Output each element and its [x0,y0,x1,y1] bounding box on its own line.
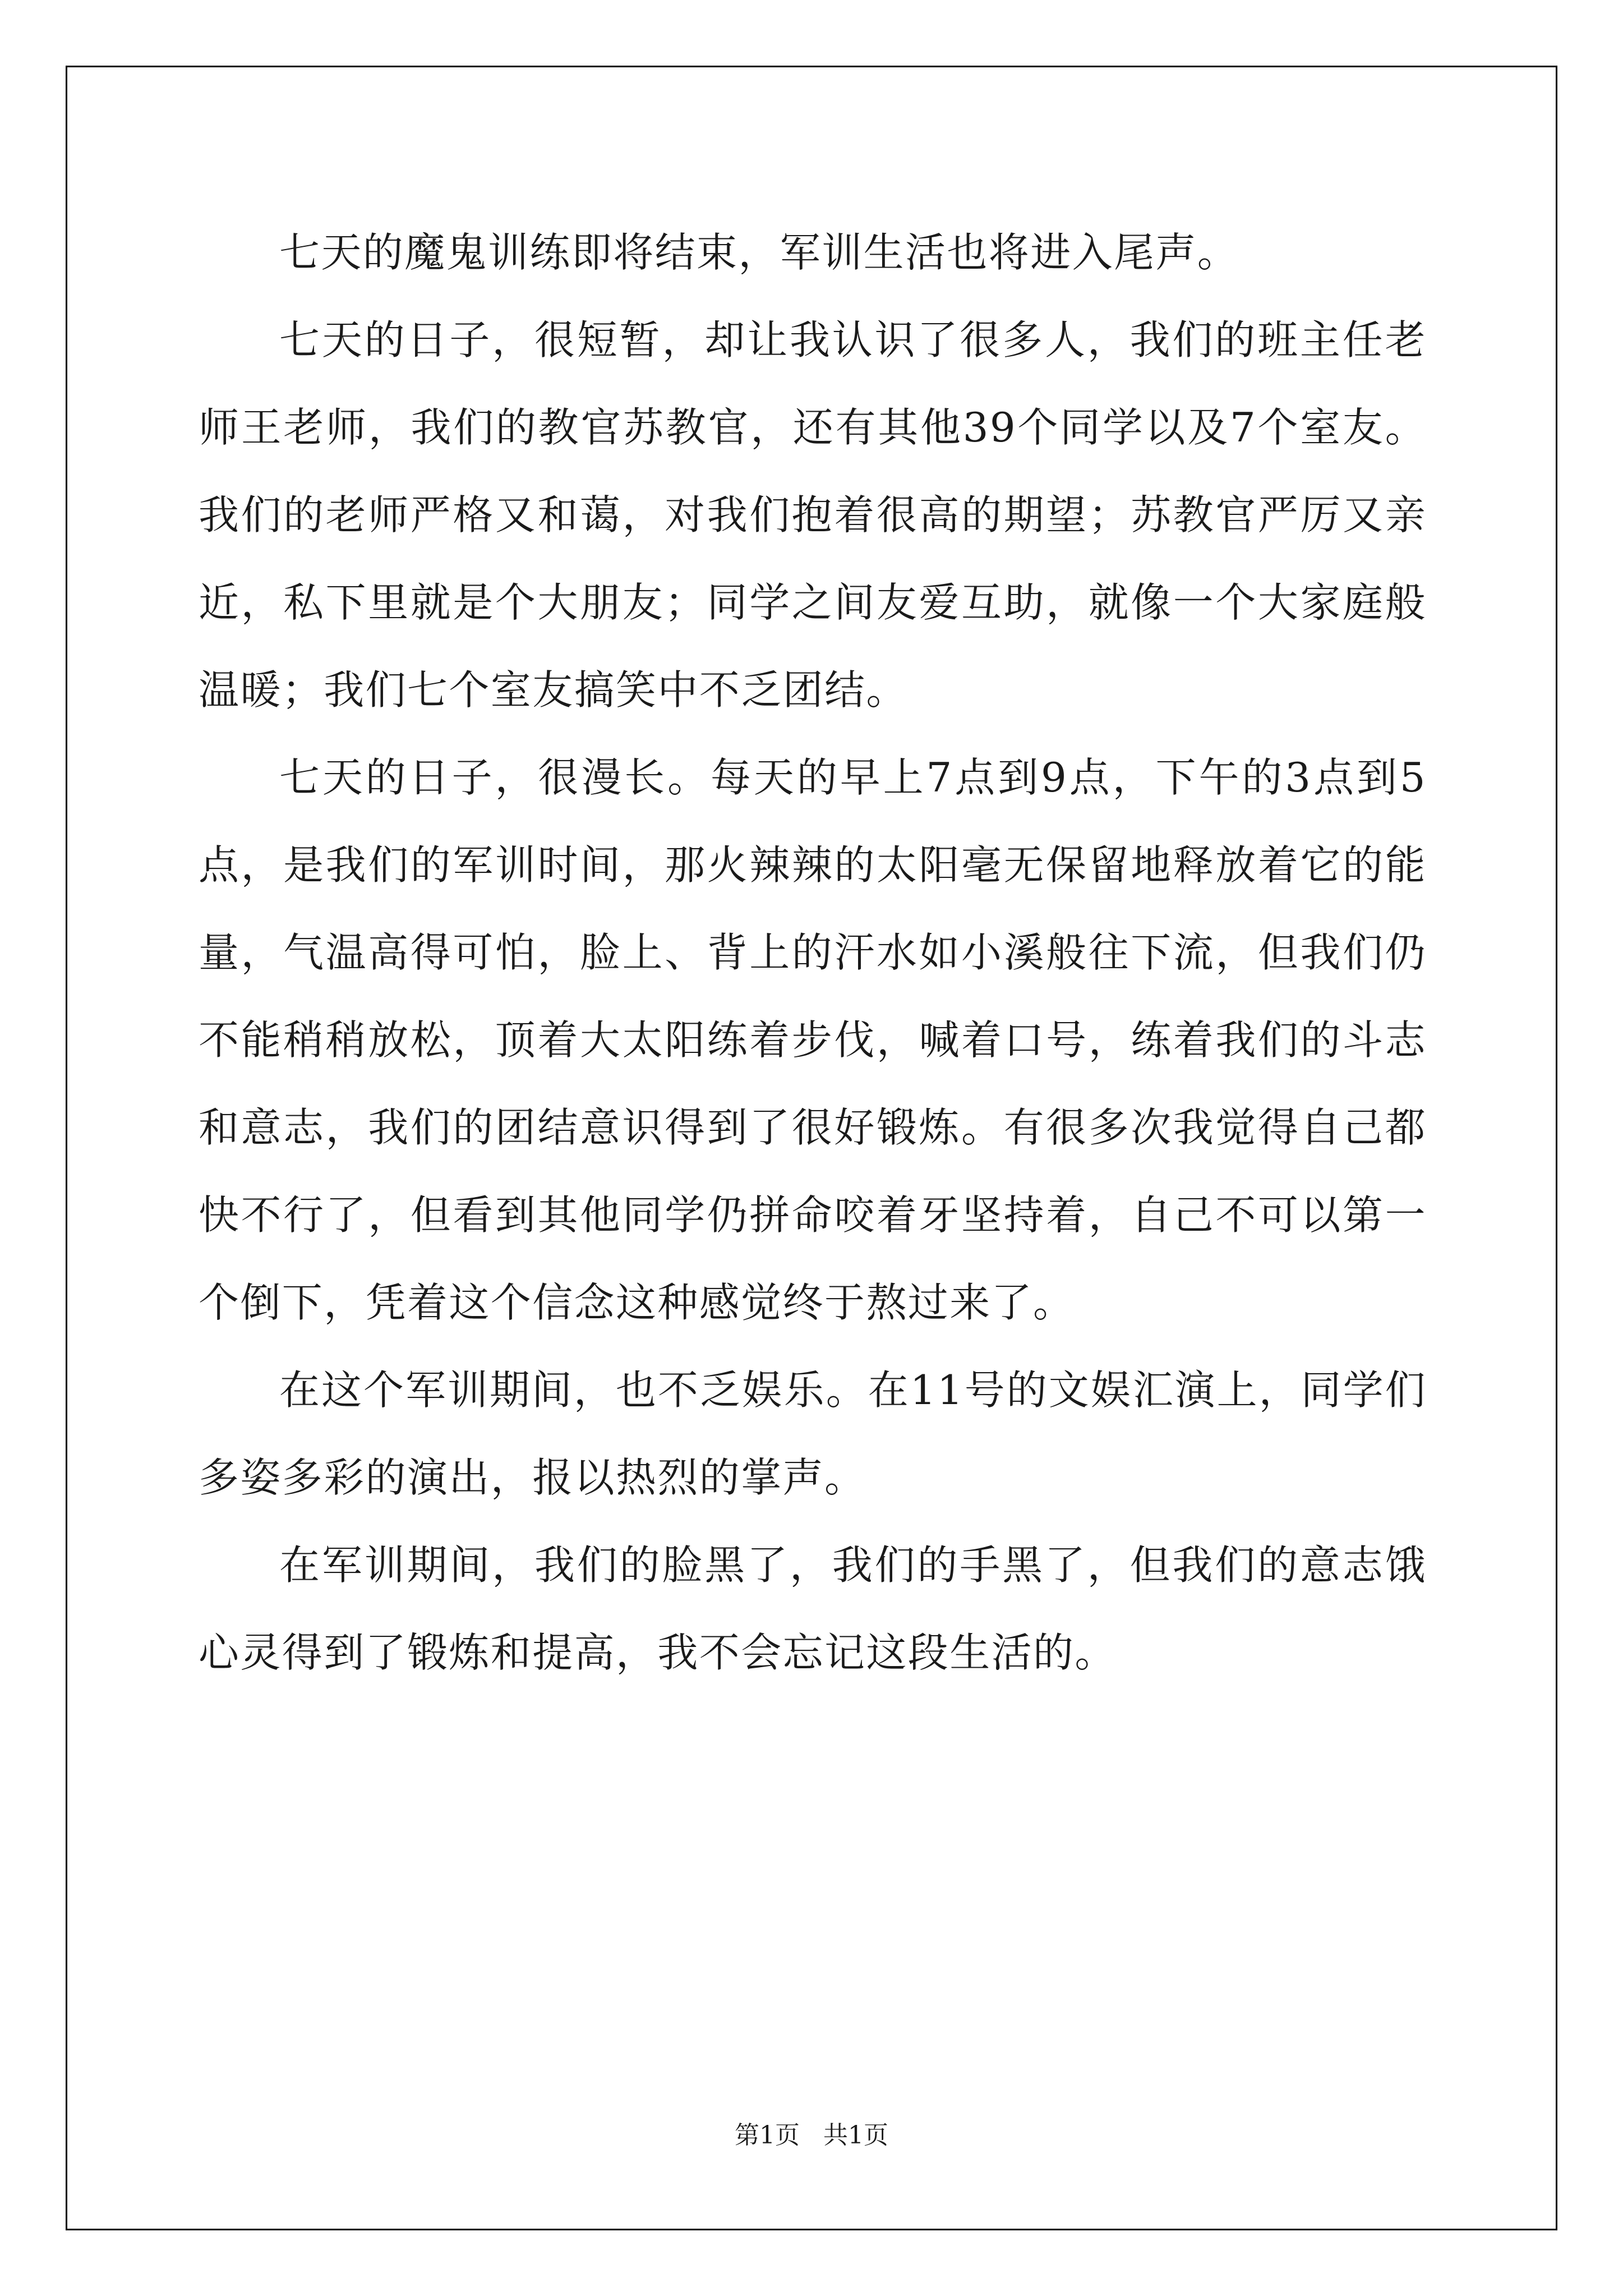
document-body [199,209,1427,1696]
paragraph-1: 七天的魔鬼训练即将结束，军训生活也将进入尾声。 [279,229,1239,276]
paragraph-2: 七天的日子，很短暂，却让我认识了很多人，我们的班主任老师王老师，我们的教官苏教官，还有其他39个同学以及7个室友。我们的老师严格又和蔼，对我们抱着很高的期望；苏教官严厉又亲近，私下里就是个大朋友；同学之间友爱互助，就像一个大家庭般温暖；我们七个室友搞笑中不乏团结。 [199,316,1427,714]
paragraph-5: 在军训期间，我们的脸黑了，我们的手黑了，但我们的意志饿心灵得到了锻炼和提高，我不会忘记这段生活的。 [199,1542,1427,1676]
page-number-footer: 第1页 共1页 [735,2121,888,2150]
paragraph-4: 在这个军训期间，也不乏娱乐。在11号的文娱汇演上，同学们多姿多彩的演出，报以热烈的掌声。 [199,1366,1427,1501]
paragraph-3: 七天的日子，很漫长。每天的早上7点到9点，下午的3点到5点，是我们的军训时间，那火辣辣的太阳毫无保留地释放着它的能量，气温高得可怕，脸上、背上的汗水如小溪般往下流，但我们仍不能稍稍放松，顶着大太阳练着步伐，喊着口号，练着我们的斗志和意志，我们的团结意识得到了很好锻炼。有很多次我觉得自己都快不行了，但看到其他同学仍拼命咬着牙坚持着，自己不可以第一个倒下，凭着这个信念这种感觉终于熬过来了。 [199,754,1427,1326]
